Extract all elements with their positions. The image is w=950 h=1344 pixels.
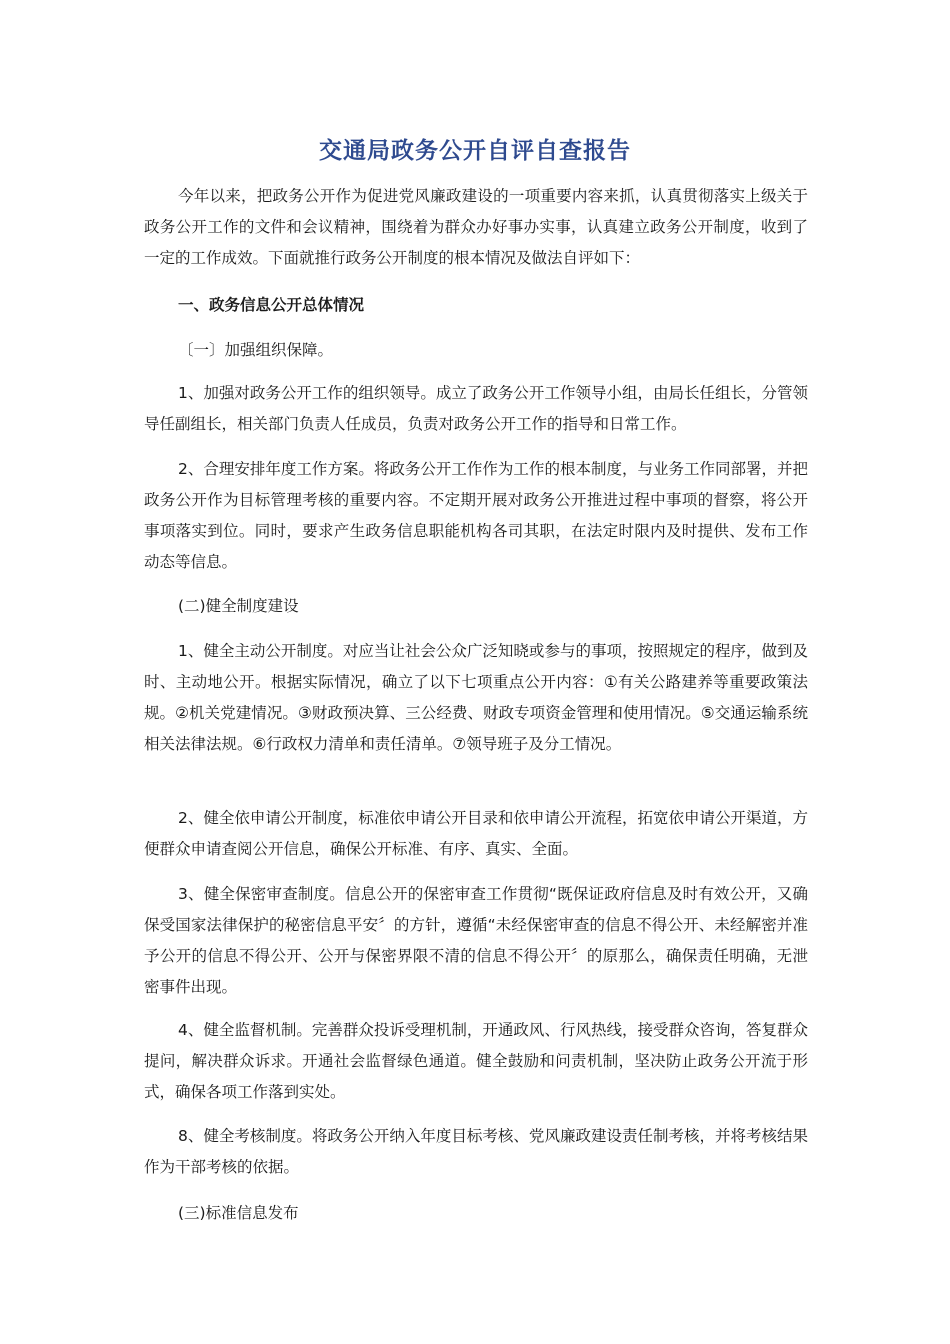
intro-paragraph: 今年以来，把政务公开作为促进党风廉政建设的一项重要内容来抓，认真贯彻落实上级关于政务公开工作的文件和会议精神，围绕着为群众办好事办实事，认真建立政务公开制度，收到了一定的工作成效。下面就推行政务公开制度的根本情况及做法自评如下： <box>144 187 808 267</box>
subsection-heading: 〔一〕加强组织保障。 <box>178 341 334 359</box>
section-heading: 一、政务信息公开总体情况 <box>178 296 365 314</box>
paragraph: 8、健全考核制度。将政务公开纳入年度目标考核、党风廉政建设责任制考核，并将考核结果作为干部考核的依据。 <box>144 1127 808 1176</box>
paragraph: 4、健全监督机制。完善群众投诉受理机制，开通政风、行风热线，接受群众咨询，答复群众提问，解决群众诉求。开通社会监督绿色通道。健全鼓励和问责机制，坚决防止政务公开流于形式，确保各项工作落到实处。 <box>144 1021 808 1101</box>
document-title: 交通局政务公开自评自查报告 <box>319 138 631 164</box>
paragraph: 2、健全依申请公开制度，标准依申请公开目录和依申请公开流程，拓宽依申请公开渠道，方便群众申请查阅公开信息，确保公开标准、有序、真实、全面。 <box>144 809 808 858</box>
subsection-heading: (三)标准信息发布 <box>178 1204 299 1222</box>
paragraph: 3、健全保密审查制度。信息公开的保密审查工作贯彻“既保证政府信息及时有效公开，又确保受国家法律保护的秘密信息平安〞的方针，遵循“未经保密审查的信息不得公开、未经解密并准予公开的信息不得公开、公开与保密界限不清的信息不得公开〞的原那么，确保责任明确，无泄密事件出现。 <box>144 885 808 996</box>
paragraph: 1、加强对政务公开工作的组织领导。成立了政务公开工作领导小组，由局长任组长，分管领导任副组长，相关部门负责人任成员，负责对政务公开工作的指导和日常工作。 <box>144 384 808 433</box>
paragraph: 1、健全主动公开制度。对应当让社会公众广泛知晓或参与的事项，按照规定的程序，做到及时、主动地公开。根据实际情况，确立了以下七项重点公开内容：①有关公路建养等重要政策法规。②机关党建情况。③财政预决算、三公经费、财政专项资金管理和使用情况。⑤交通运输系统相关法律法规。⑥行政权力清单和责任清单。⑦领导班子及分工情况。 <box>144 642 808 753</box>
paragraph: 2、合理安排年度工作方案。将政务公开工作作为工作的根本制度，与业务工作同部署，并把政务公开作为目标管理考核的重要内容。不定期开展对政务公开推进过程中事项的督察，将公开事项落实到位。同时，要求产生政务信息职能机构各司其职，在法定时限内及时提供、发布工作动态等信息。 <box>144 460 808 571</box>
subsection-heading: (二)健全制度建设 <box>178 597 299 615</box>
